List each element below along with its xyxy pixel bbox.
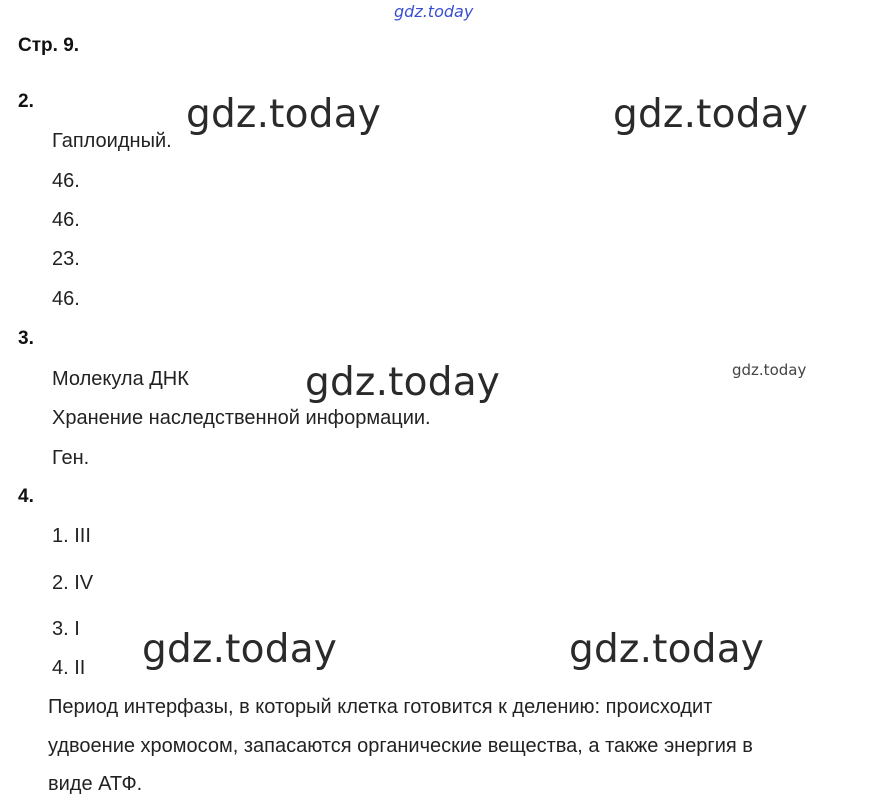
match-item: 1. III: [52, 525, 91, 547]
answer-line: 46.: [52, 288, 80, 310]
watermark: gdz.today: [569, 627, 765, 672]
watermark: gdz.today: [142, 627, 338, 672]
watermark: gdz.today: [305, 360, 501, 405]
answer-line: Ген.: [52, 447, 90, 469]
question-number: 2.: [18, 91, 34, 112]
question-number: 4.: [18, 486, 34, 507]
page-heading: Стр. 9.: [18, 35, 80, 56]
answer-line: 46.: [52, 170, 80, 192]
answer-line: Молекула ДНК: [52, 368, 189, 390]
paragraph-line: удвоение хромосом, запасаются органические вещества, а также энергия в: [48, 735, 753, 757]
paragraph-line: Период интерфазы, в который клетка готовится к делению: происходит: [48, 696, 713, 718]
paragraph-line: виде АТФ.: [48, 773, 143, 795]
watermark: gdz.today: [186, 92, 382, 137]
watermark-small: gdz.today: [732, 361, 807, 379]
answer-line: 23.: [52, 248, 80, 270]
answer-line: Гаплоидный.: [52, 130, 172, 152]
answer-line: 46.: [52, 209, 80, 231]
answer-line: Хранение наследственной информации.: [52, 407, 431, 429]
watermark: gdz.today: [613, 92, 809, 137]
match-item: 3. I: [52, 618, 80, 640]
match-item: 2. IV: [52, 572, 94, 594]
watermark-top: gdz.today: [394, 2, 474, 21]
match-item: 4. II: [52, 657, 86, 679]
question-number: 3.: [18, 328, 34, 349]
